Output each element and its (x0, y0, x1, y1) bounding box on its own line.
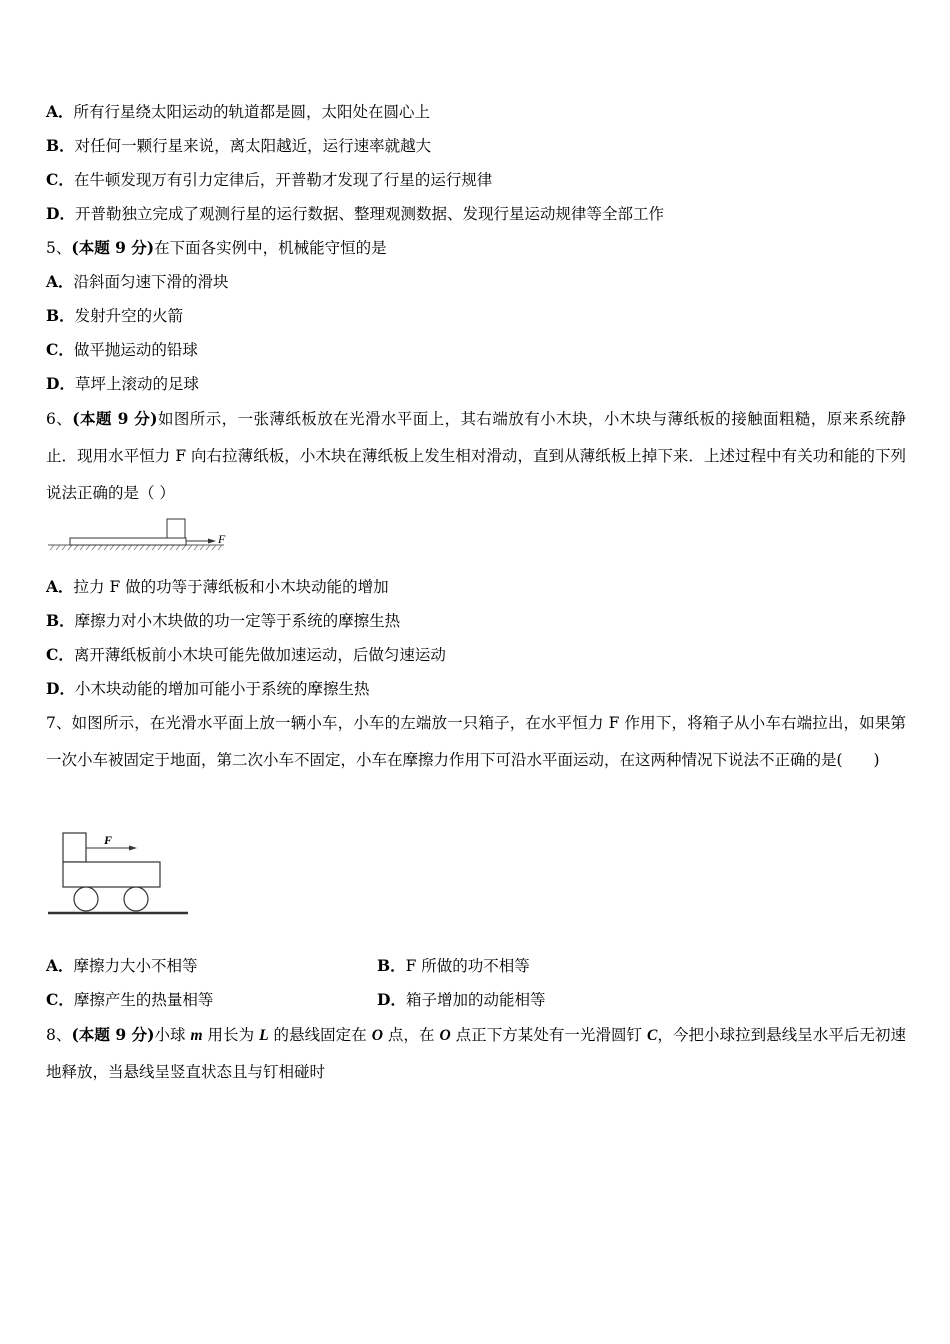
var-C: C (647, 1027, 658, 1044)
q5-option-c: C．做平抛运动的铅球 (46, 340, 198, 359)
q5-option-a: A．沿斜面匀速下滑的滑块 (46, 272, 229, 291)
q7-option-a: A．摩擦力大小不相等 (46, 956, 198, 975)
paper-board (70, 538, 186, 545)
q5-stem: 5、(本题 9 分)在下面各实例中，机械能守恒的是 (46, 238, 387, 257)
q7-option-d: D．箱子增加的动能相等 (377, 990, 546, 1009)
cart-body (63, 862, 160, 887)
box (63, 833, 86, 862)
force-label: F (218, 532, 226, 546)
q7-option-c: C．摩擦产生的热量相等 (46, 990, 214, 1009)
var-m: m (190, 1027, 203, 1044)
q4-option-b: B．对任何一颗行星来说，离太阳越近，运行速率就越大 (46, 136, 432, 155)
force-arrowhead (129, 846, 137, 851)
q6-option-d: D．小木块动能的增加可能小于系统的摩擦生热 (46, 679, 370, 698)
q8-stem: 8、(本题 9 分)小球 m 用长为 L 的悬线固定在 O 点，在 O 点正下方某处有一光滑圆钉 C，今把小球拉到悬线呈水平后无初速地释放，当悬线呈竖直状态且与钉相碰时 (46, 1025, 906, 1081)
force-label: F (104, 833, 113, 847)
q6-figure-board-block (44, 514, 234, 554)
q4-option-c: C．在牛顿发现万有引力定律后，开普勒才发现了行星的运行规律 (46, 170, 493, 189)
q6-option-a: A．拉力 F 做的功等于薄纸板和小木块动能的增加 (46, 577, 389, 596)
q4-option-a: A．所有行星绕太阳运动的轨道都是圆，太阳处在圆心上 (46, 102, 431, 121)
q5-option-d: D．草坪上滚动的足球 (46, 374, 199, 393)
q6-option-b: B．摩擦力对小木块做的功一定等于系统的摩擦生热 (46, 611, 401, 630)
q4-option-d: D．开普勒独立完成了观测行星的运行数据、整理观测数据、发现行星运动规律等全部工作 (46, 204, 664, 223)
var-O-2: O (439, 1027, 451, 1044)
cart-wheel-right (124, 887, 148, 911)
cart-wheel-left (74, 887, 98, 911)
var-O: O (371, 1027, 383, 1044)
q6-stem: 6、(本题 9 分)如图所示，一张薄纸板放在光滑水平面上，其右端放有小木块，小木块与薄纸板的接触面粗糙，原来系统静止．现用水平恒力 F 向右拉薄纸板，小木块在薄纸板上发生相对滑动，直到从薄纸板上掉下来．上述过程中有关功和能的下列说法正确的是（ ） (46, 409, 906, 502)
q7-figure-cart-box (44, 826, 194, 920)
q7-stem: 7、如图所示，在光滑水平面上放一辆小车，小车的左端放一只箱子，在水平恒力 F 作用下，将箱子从小车右端拉出，如果第一次小车被固定于地面，第二次小车不固定，小车在摩擦力作用下可沿水平面运动，在这两种情况下说法不正确的是( ) (46, 714, 906, 769)
q5-option-b: B．发射升空的火箭 (46, 306, 184, 325)
q7-option-b: B．F 所做的功不相等 (377, 956, 530, 975)
ground-hatch (50, 545, 222, 550)
var-L: L (259, 1027, 269, 1044)
force-arrowhead (208, 539, 216, 544)
q6-option-c: C．离开薄纸板前小木块可能先做加速运动，后做匀速运动 (46, 645, 446, 664)
wood-block (167, 519, 185, 538)
